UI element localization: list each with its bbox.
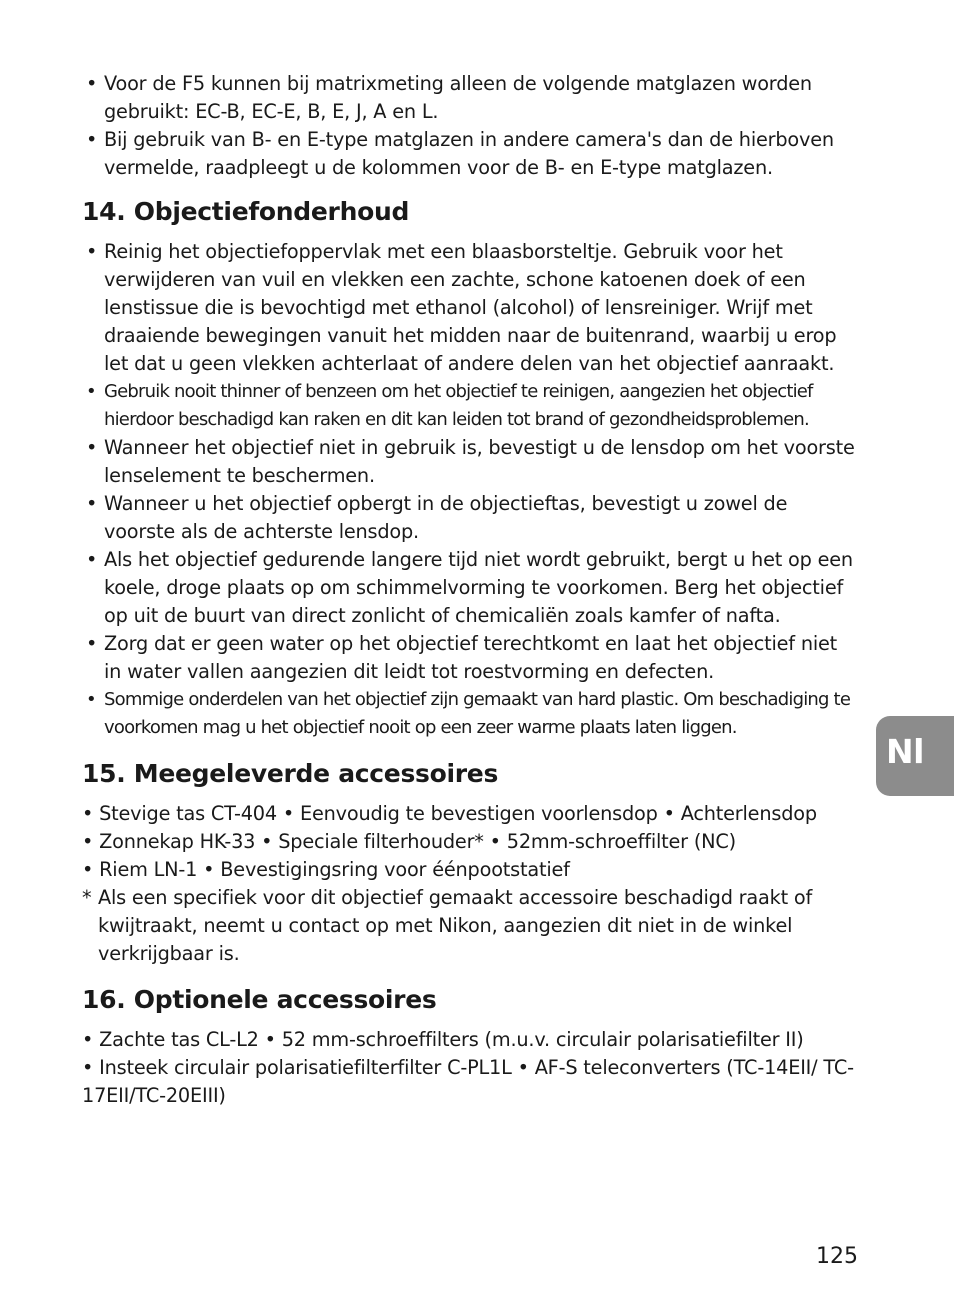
list-item: • Zorg dat er geen water op het objectief terechtkomt en laat het objectief niet in water vallen aangezien dit leidt tot roestvorming en defecten. [82,630,860,686]
language-tab [876,716,954,796]
accessory-line: • Zachte tas CL-L2 • 52 mm-schroeffilters (m.u.v. circulair polarisatiefilter II) [82,1028,804,1051]
accessory-line: • Stevige tas CT-404 • Eenvoudig te bevestigen voorlensdop • Achterlensdop [82,802,817,825]
page-content [82,70,860,1110]
footnote-text: Als een specifiek voor dit objectief gemaakt accessoire beschadigd raakt of kwijtraakt, neemt u contact op met Nikon, aangezien dit niet in de winkel verkrijgbaar is. [98,886,813,965]
intro-list [82,70,860,182]
page-number: 125 [816,1244,858,1269]
section-14-title: 14. Objectiefonderhoud [82,197,410,226]
section-14-list [82,238,860,742]
list-item: • Voor de F5 kunnen bij matrixmeting alleen de volgende matglazen worden gebruikt: EC-B, EC-E, B, E, J, A en L. [82,70,860,126]
accessory-line: • Zonnekap HK-33 • Speciale filterhouder* • 52mm-schroeffilter (NC) [82,830,736,853]
section-15-title: 15. Meegeleverde accessoires [82,759,499,788]
footnote-marker: * [82,886,92,909]
accessory-line: • Riem LN-1 • Bevestigingsring voor éénpootstatief [82,858,570,881]
list-item: • Sommige onderdelen van het objectief zijn gemaakt van hard plastic. Om beschadiging te voorkomen mag u het objectief nooit op een zeer warme plaats laten liggen. [82,686,860,742]
footnote [82,884,860,968]
list-item: • Wanneer het objectief niet in gebruik is, bevestigt u de lensdop om het voorste lenselement te beschermen. [82,434,860,490]
language-tab-label: Nl [886,732,924,771]
accessory-line: • Insteek circulair polarisatiefilterfilter C-PL1L • AF-S teleconverters (TC-14EII/ TC-17EII/TC-20EIII) [82,1056,854,1107]
list-item: • Gebruik nooit thinner of benzeen om het objectief te reinigen, aangezien het objectief hierdoor beschadigd kan raken en dit kan leiden tot brand of gezondheidsproblemen. [82,378,860,434]
list-item: • Wanneer u het objectief opbergt in de objectieftas, bevestigt u zowel de voorste als de achterste lensdop. [82,490,860,546]
list-item: • Als het objectief gedurende langere tijd niet wordt gebruikt, bergt u het op een koele, droge plaats op om schimmelvorming te voorkomen. Berg het objectief op uit de buurt van direct zonlicht of chemicaliën zoals kamfer of nafta. [82,546,860,630]
list-item: • Reinig het objectiefoppervlak met een blaasborsteltje. Gebruik voor het verwijderen van vuil en vlekken een zachte, schone katoenen doek of een lenstissue die is bevochtigd met ethanol (alcohol) of lensreiniger. Wrijf met draaiende bewegingen vanuit het midden naar de buitenrand, waarbij u erop let dat u geen vlekken achterlaat of andere delen van het objectief aanraakt. [82,238,860,378]
section-16-title: 16. Optionele accessoires [82,985,437,1014]
list-item: • Bij gebruik van B- en E-type matglazen in andere camera's dan de hierboven vermelde, raadpleegt u de kolommen voor de B- en E-type matglazen. [82,126,860,182]
